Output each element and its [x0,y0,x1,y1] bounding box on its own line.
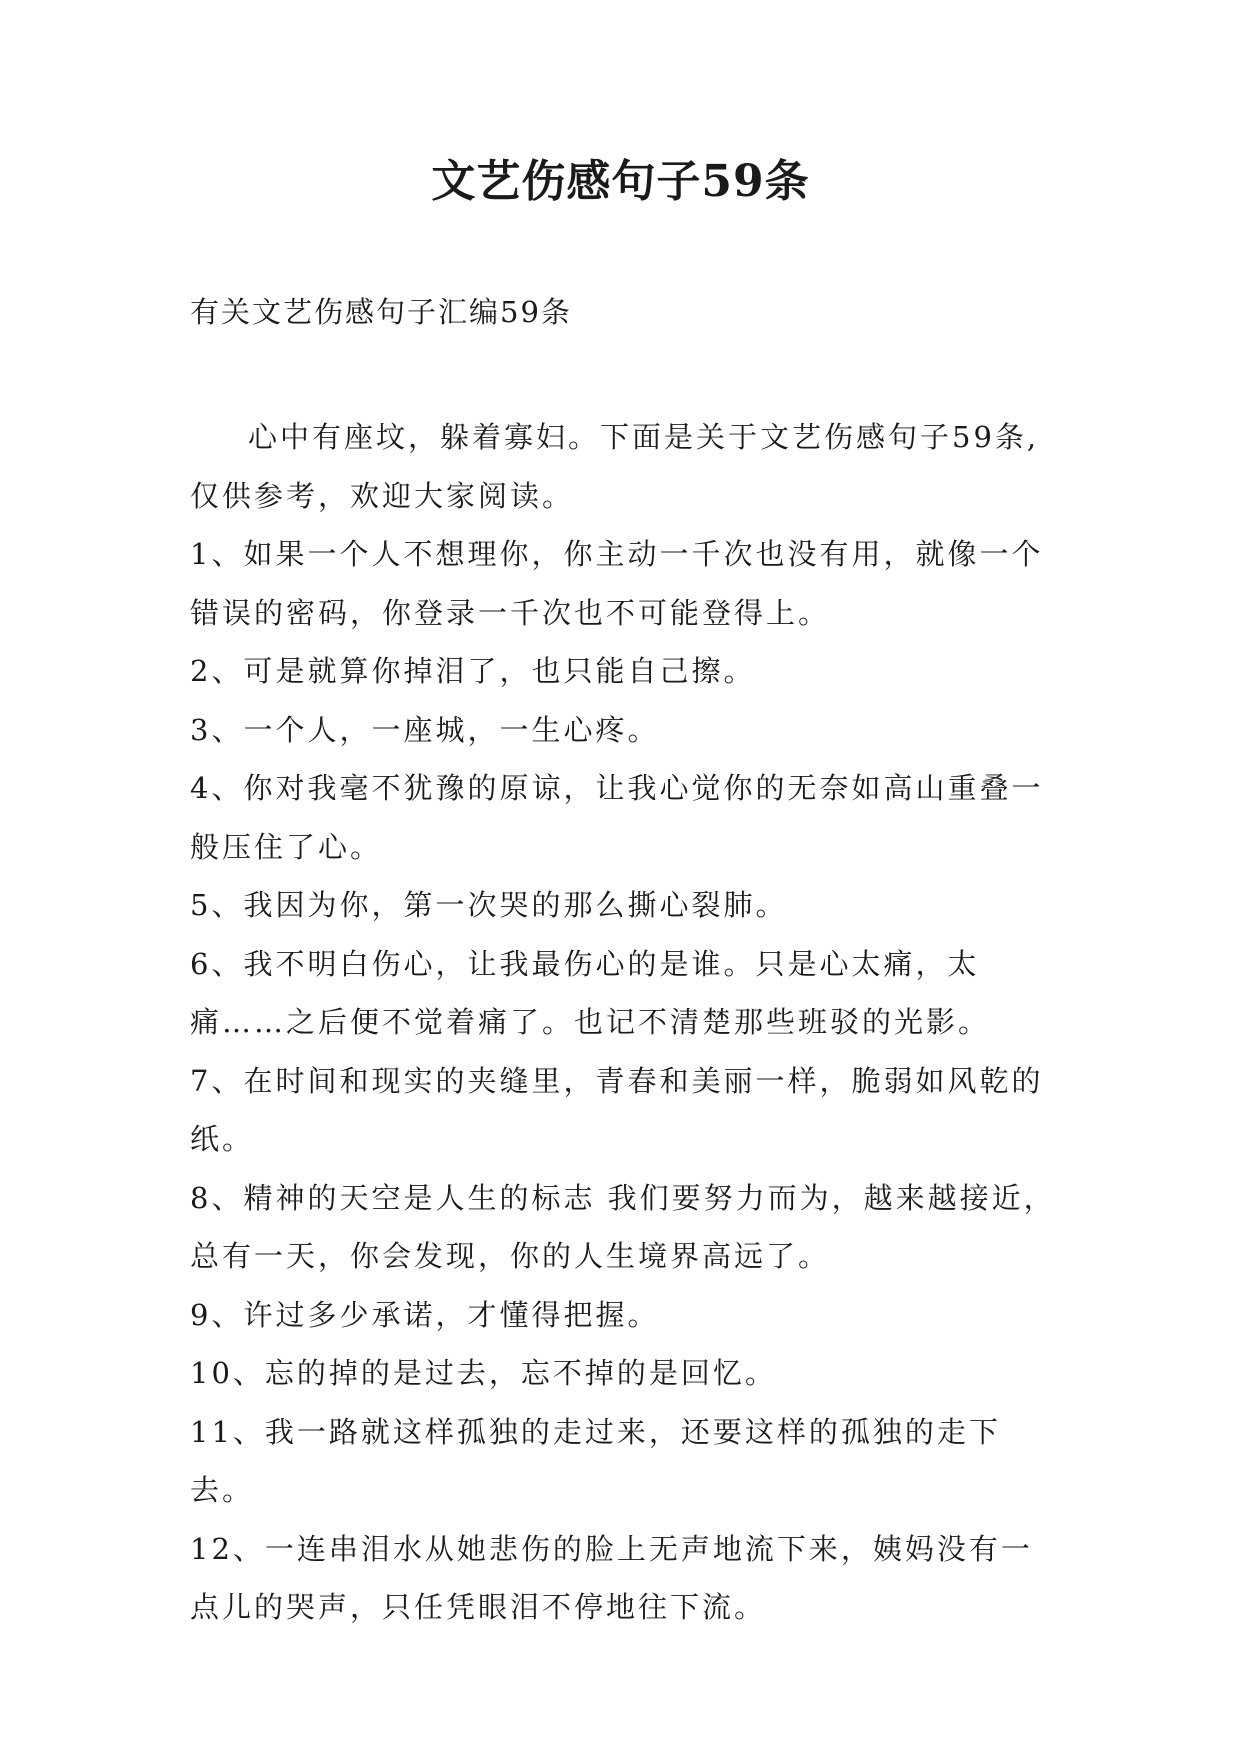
document-title: 文艺伤感句子59条 [431,156,810,207]
list-item: 3、一个人，一座城，一生心疼。 [190,712,660,747]
list-item: 1、如果一个人不想理你，你主动一千次也没有用，就像一个错误的密码，你登录一千次也不可能登得上。 [190,537,1044,630]
list-item: 9、许过多少承诺，才懂得把握。 [190,1297,660,1332]
list-item: 8、精神的天空是人生的标志 我们要努力而为，越来越接近，总有一天，你会发现，你的人生境界高远了。 [190,1180,1056,1273]
list-item: 11、我一路就这样孤独的走过来，还要这样的孤独的走下去。 [190,1414,1001,1507]
list-item: 4、你对我毫不犹豫的原谅，让我心觉你的无奈如高山重叠一般压住了心。 [190,771,1044,864]
list-item: 7、在时间和现实的夹缝里，青春和美丽一样，脆弱如风乾的纸。 [190,1063,1044,1156]
list-item: 2、可是就算你掉泪了，也只能自己擦。 [190,654,756,688]
list-item: 12、一连串泪水从她悲伤的脸上无声地流下来，姨妈没有一点儿的哭声，只任凭眼泪不停地往下流。 [190,1531,1033,1624]
document-subtitle: 有关文艺伤感句子汇编59条 [190,295,572,329]
list-item: 6、我不明白伤心，让我最伤心的是谁。只是心太痛，太痛……之后便不觉着痛了。也记不清楚那些班驳的光影。 [190,946,991,1039]
intro-paragraph: 心中有座坟，躲着寡妇。下面是关于文艺伤感句子59条,仅供参考，欢迎大家阅读。 [190,420,1040,513]
list-item: 10、忘的掉的是过去，忘不掉的是回忆。 [190,1356,777,1390]
document-body [190,408,1060,1637]
list-item: 5、我因为你，第一次哭的那么撕心裂肺。 [190,888,788,922]
